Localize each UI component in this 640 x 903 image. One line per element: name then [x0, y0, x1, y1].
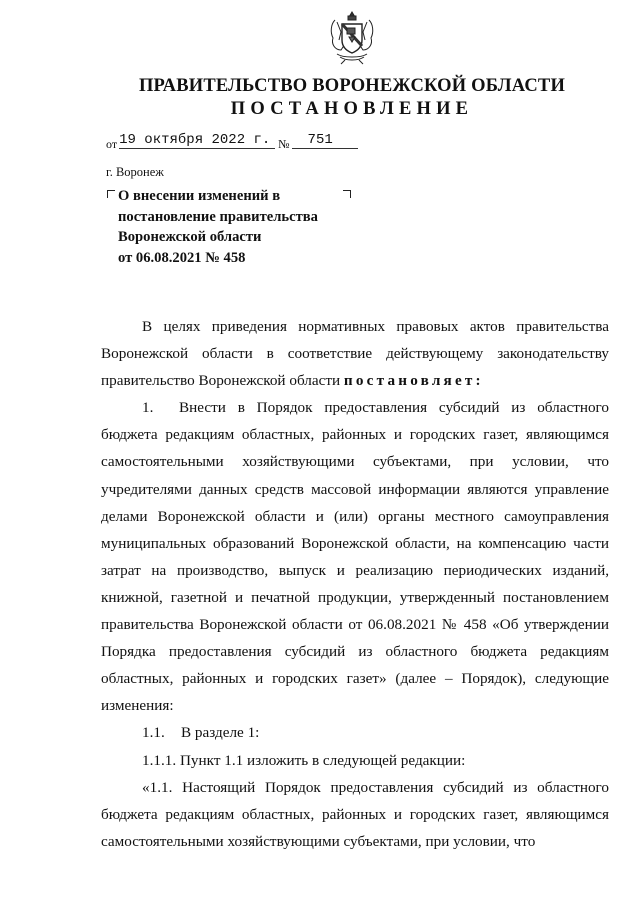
item-1-paragraph [101, 394, 609, 719]
subject-line: Воронежской области [118, 229, 262, 245]
subject-line: постановление правительства [118, 208, 318, 225]
item-1-1-number: 1.1. [142, 724, 165, 742]
document-date: 19 октября 2022 г. [119, 133, 275, 149]
intro-paragraph [101, 313, 609, 394]
city-label: г. Воронеж [106, 165, 164, 179]
organization-title: ПРАВИТЕЛЬСТВО ВОРОНЕЖСКОЙ ОБЛАСТИ [138, 76, 566, 96]
decree-word: постановляет: [343, 372, 484, 390]
document-subject [118, 186, 328, 268]
coat-of-arms-icon [327, 10, 377, 66]
number-label: № [278, 137, 290, 151]
item-1-1-1-paragraph: 1.1.1. Пункт 1.1 изложить в следующей редакции: [142, 751, 466, 769]
subject-corner-left [107, 190, 115, 198]
date-number-line [106, 133, 358, 149]
subject-line: от 06.08.2021 № 458 [118, 249, 246, 266]
intro-text: В целях приведения нормативных правовых актов правительства Воронежской области в соответствие действующему законодательству правительство Воронежской области [101, 318, 609, 390]
subject-corner-right [343, 190, 351, 198]
document-type-title: ПОСТАНОВЛЕНИЕ [230, 99, 474, 119]
subject-line: О внесении изменений в [118, 188, 281, 204]
item-1-number: 1. [142, 399, 154, 417]
item-1-text: Внести в Порядок предоставления субсидий из областного бюджета редакциям областных, районных и городских газет, являющимся самостоятельными хозяйствующими субъектами, при условии, что учредителями данных средств массовой информации являются управление делами Воронежской области и (или) органы местного самоуправления муниципальных образований Воронежской области, на компенсацию части затрат на производство, выпуск и реализацию периодических изданий, книжной, газетной и печатной продукции, утвержденный постановлением правительства Воронежской области от 06.08.2021 № 458 «Об утверждении Порядка предоставления субсидий из областного бюджета редакциям областных, районных и городских газет» (далее – Порядок), следующие изменения: [101, 399, 609, 715]
item-1-1-paragraph [101, 719, 609, 746]
document-number: 751 [292, 133, 358, 149]
date-label: от [106, 137, 118, 151]
document-body [101, 313, 609, 855]
quote-paragraph: «1.1. Настоящий Порядок предоставления субсидий из областного бюджета редакциям областных, районных и городских газет, являющимся самостоятельными хозяйствующими субъектами, при условии, что [101, 778, 609, 850]
item-1-1-text: В разделе 1: [181, 724, 260, 742]
